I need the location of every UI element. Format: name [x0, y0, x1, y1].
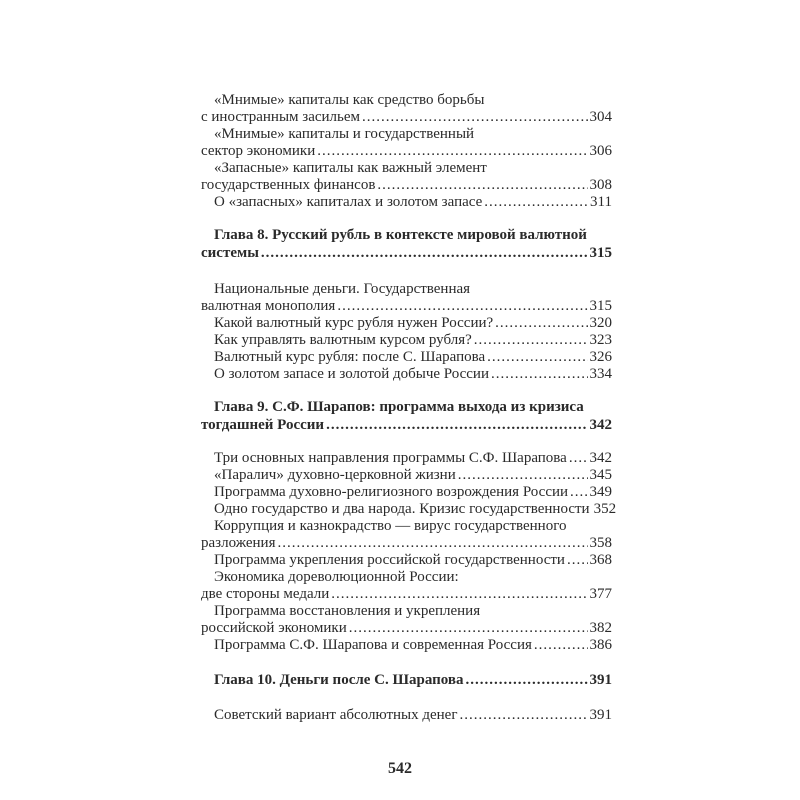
toc-line [201, 637, 612, 654]
toc-entry [201, 194, 612, 211]
toc-line [201, 281, 612, 298]
entry-title: Одно государство и два народа. Кризис государственности [214, 501, 590, 517]
toc-line [201, 603, 612, 620]
chapter-entry [201, 671, 612, 689]
entry-title: Три основных направления программы С.Ф. Шарапова [214, 450, 567, 466]
entry-page-number: 342 [589, 417, 612, 433]
entry-title: «Паралич» духовно-церковной жизни [214, 467, 456, 483]
toc-line [201, 518, 612, 535]
dot-leader [331, 586, 587, 603]
chapter-heading [201, 671, 612, 689]
entry-page-number: 386 [589, 637, 612, 653]
toc-entry [201, 707, 612, 724]
dot-leader [495, 315, 587, 332]
toc-line [201, 349, 612, 366]
dot-leader [460, 707, 588, 724]
toc-entry [201, 332, 612, 349]
dot-leader [277, 535, 587, 552]
toc-entry [201, 315, 612, 332]
entry-title: Советский вариант абсолютных денег [214, 707, 458, 723]
entry-title: российской экономики [201, 620, 347, 636]
toc-entry [201, 366, 612, 383]
toc-entry [201, 637, 612, 654]
entry-title: с иностранным засильем [201, 109, 361, 125]
dot-leader [487, 349, 587, 366]
chapter-heading [201, 398, 612, 434]
toc-line [201, 620, 612, 637]
toc-line [201, 92, 612, 109]
dot-leader [570, 484, 587, 501]
chapter-heading [201, 226, 612, 262]
dot-leader [261, 244, 588, 262]
toc-entry [201, 281, 612, 315]
entry-title: О золотом запасе и золотой добыче России [214, 366, 489, 382]
toc-line [201, 194, 612, 211]
entry-page-number: 345 [589, 467, 612, 483]
dot-leader [458, 467, 588, 484]
entry-page-number: 315 [589, 245, 612, 261]
entry-title: Программа С.Ф. Шарапова и современная Россия [214, 637, 532, 653]
entry-title: «Мнимые» капиталы как средство борьбы [214, 92, 485, 108]
toc-entry [201, 92, 612, 126]
entry-page-number: 368 [589, 552, 612, 568]
toc-entry [201, 484, 612, 501]
entry-page-number: 304 [589, 109, 612, 125]
entry-title: Как управлять валютным курсом рубля? [214, 332, 472, 348]
dot-leader [569, 450, 588, 467]
toc-line [201, 244, 612, 262]
toc-line [201, 450, 612, 467]
entry-page-number: 391 [589, 707, 612, 723]
entry-page-number: 352 [593, 501, 617, 517]
toc-line [201, 671, 612, 689]
entry-title: тогдашней России [201, 417, 325, 433]
entry-title: Валютный курс рубля: после С. Шарапова [214, 349, 486, 365]
toc-line [201, 398, 612, 416]
entry-title: разложения [201, 535, 276, 551]
toc-line [201, 143, 612, 160]
toc-line [201, 552, 612, 569]
dot-leader [491, 366, 588, 383]
entry-title: Программа восстановления и укрепления [214, 603, 481, 619]
section-list [201, 707, 612, 724]
entry-page-number: 323 [589, 332, 612, 348]
toc-line [201, 298, 612, 315]
entry-page-number: 391 [589, 672, 612, 688]
entry-page-number: 382 [589, 620, 612, 636]
dot-leader [567, 552, 588, 569]
dot-leader [466, 671, 588, 689]
toc-entry [201, 603, 612, 637]
entry-title: Национальные деньги. Государственная [214, 281, 471, 297]
dot-leader [377, 177, 587, 194]
toc-line [201, 569, 612, 586]
dot-leader [484, 194, 588, 211]
entry-title: Глава 8. Русский рубль в контексте мировой валютной [214, 227, 587, 243]
entry-page-number: 342 [589, 450, 612, 466]
dot-leader [326, 416, 587, 434]
toc-line [201, 416, 612, 434]
entry-title: Коррупция и казнокрадство — вирус государственного [214, 518, 567, 534]
entry-page-number: 377 [589, 586, 612, 602]
entry-title: Программа укрепления российской государственности [214, 552, 565, 568]
section-list [201, 450, 617, 654]
dot-leader [362, 109, 587, 126]
chapter-entry [201, 398, 612, 434]
toc-entry [201, 501, 617, 518]
toc-line [201, 160, 612, 177]
toc-line [201, 535, 612, 552]
dot-leader [534, 637, 588, 654]
section-list [201, 281, 612, 383]
entry-title: Глава 9. С.Ф. Шарапов: программа выхода из кризиса [214, 399, 584, 415]
dot-leader [474, 332, 588, 349]
entry-page-number: 311 [590, 194, 612, 210]
entry-page-number: 308 [589, 177, 612, 193]
toc-line [201, 586, 612, 603]
toc-line [201, 332, 612, 349]
entry-title: Программа духовно-религиозного возрождения России [214, 484, 569, 500]
toc-entry [201, 126, 612, 160]
toc-line [201, 315, 612, 332]
toc-line [201, 484, 612, 501]
dot-leader [317, 143, 587, 160]
toc-line [201, 707, 612, 724]
toc-entry [201, 467, 612, 484]
entry-page-number: 306 [589, 143, 612, 159]
toc-entry [201, 569, 612, 603]
entry-title: валютная монополия [201, 298, 336, 314]
entry-title: О «запасных» капиталах и золотом запасе [214, 194, 483, 210]
dot-leader [337, 298, 587, 315]
entry-title: государственных финансов [201, 177, 376, 193]
entry-title: «Мнимые» капиталы и государственный [214, 126, 475, 142]
entry-title: Глава 10. Деньги после С. Шарапова [214, 672, 464, 688]
toc-line [201, 177, 612, 194]
toc-entry [201, 552, 612, 569]
entry-page-number: 320 [589, 315, 612, 331]
toc-line [201, 501, 617, 518]
entry-page-number: 334 [589, 366, 612, 382]
entry-page-number: 326 [589, 349, 612, 365]
entry-title: «Запасные» капиталы как важный элемент [214, 160, 487, 176]
toc-line [201, 126, 612, 143]
toc-line [201, 226, 612, 244]
entry-title: системы [201, 245, 259, 261]
entry-title: Какой валютный курс рубля нужен России? [214, 315, 494, 331]
toc-entry [201, 349, 612, 366]
entry-page-number: 315 [589, 298, 612, 314]
toc-line [201, 467, 612, 484]
toc-entry [201, 518, 612, 552]
toc-line [201, 109, 612, 126]
entry-title: две стороны медали [201, 586, 330, 602]
entry-title: Экономика дореволюционной России: [214, 569, 459, 585]
toc-entry [201, 160, 612, 194]
dot-leader [349, 620, 588, 637]
entry-page-number: 358 [589, 535, 612, 551]
section-list [201, 92, 612, 211]
entry-page-number: 349 [589, 484, 612, 500]
chapter-entry [201, 226, 612, 262]
toc-entry [201, 450, 612, 467]
page-number: 542 [388, 760, 412, 777]
toc-line [201, 366, 612, 383]
entry-title: сектор экономики [201, 143, 316, 159]
